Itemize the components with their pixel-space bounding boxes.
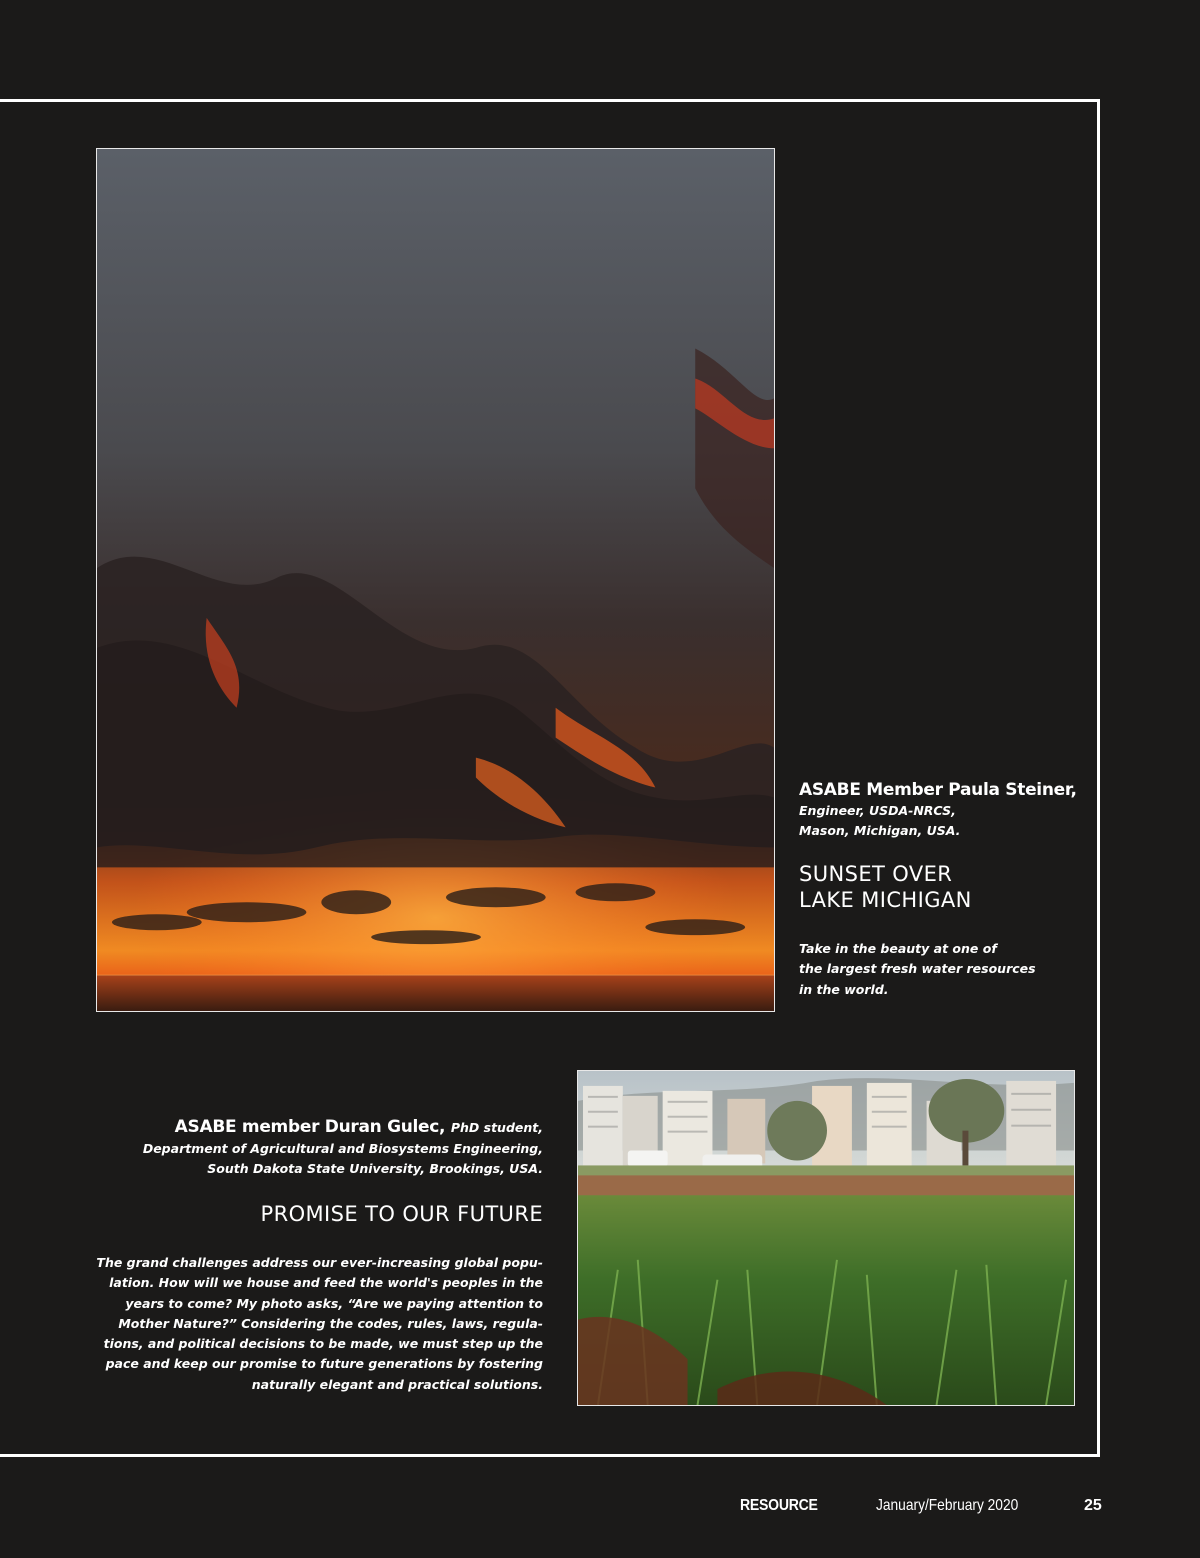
- affiliation-line: Engineer, USDA-NRCS,: [799, 803, 956, 818]
- footer-publication: RESOURCE: [740, 1497, 818, 1514]
- sunset-photo: [96, 148, 775, 1012]
- title-line: SUNSET OVER: [799, 862, 953, 886]
- field-image: [578, 1071, 1074, 1405]
- photo-2-author-line: [90, 1116, 543, 1139]
- sunset-caption: [799, 779, 1099, 1000]
- photo-1-author: ASABE Member Paula Steiner,: [799, 780, 1077, 800]
- affiliation-line: Department of Agricultural and Biosystems Engineering,: [142, 1141, 543, 1156]
- footer-page-number: 25: [1084, 1497, 1102, 1514]
- description-line: Take in the beauty at one of: [799, 941, 997, 956]
- photo-2-affiliation-inline: PhD student,: [450, 1120, 543, 1135]
- description-line: years to come? My photo asks, “Are we paying attention to: [125, 1295, 543, 1311]
- footer-issue-date: January/February 2020: [876, 1497, 1019, 1514]
- field-photo: [577, 1070, 1075, 1406]
- description-line: pace and keep our promise to future generations by fostering: [105, 1356, 543, 1372]
- description-line: the largest fresh water resources: [799, 961, 1036, 977]
- description-line: The grand challenges address our ever-increasing global popu-: [96, 1255, 543, 1270]
- affiliation-line: Mason, Michigan, USA.: [799, 823, 961, 838]
- sunset-image: [97, 149, 774, 1011]
- title-line: LAKE MICHIGAN: [799, 888, 972, 912]
- field-caption: [90, 1116, 543, 1395]
- description-line: Mother Nature?” Considering the codes, rules, laws, regula-: [118, 1315, 543, 1331]
- photo-1-description: [799, 939, 1099, 1000]
- description-line: lation. How will we house and feed the world's peoples in the: [109, 1275, 543, 1291]
- description-line: naturally elegant and practical solutions.: [251, 1376, 543, 1392]
- affiliation-line: South Dakota State University, Brookings, USA.: [207, 1161, 543, 1176]
- photo-2-author: ASABE member Duran Gulec,: [174, 1117, 446, 1137]
- description-line: in the world.: [799, 981, 889, 997]
- description-line: tions, and political decisions to be made, we must step up the: [103, 1336, 543, 1352]
- photo-2-title: PROMISE TO OUR FUTURE: [260, 1202, 543, 1226]
- photo-2-description: [90, 1253, 543, 1395]
- photo-2-affiliation: [90, 1139, 543, 1179]
- photo-1-title: [799, 861, 1099, 913]
- photo-1-affiliation: [799, 801, 1099, 841]
